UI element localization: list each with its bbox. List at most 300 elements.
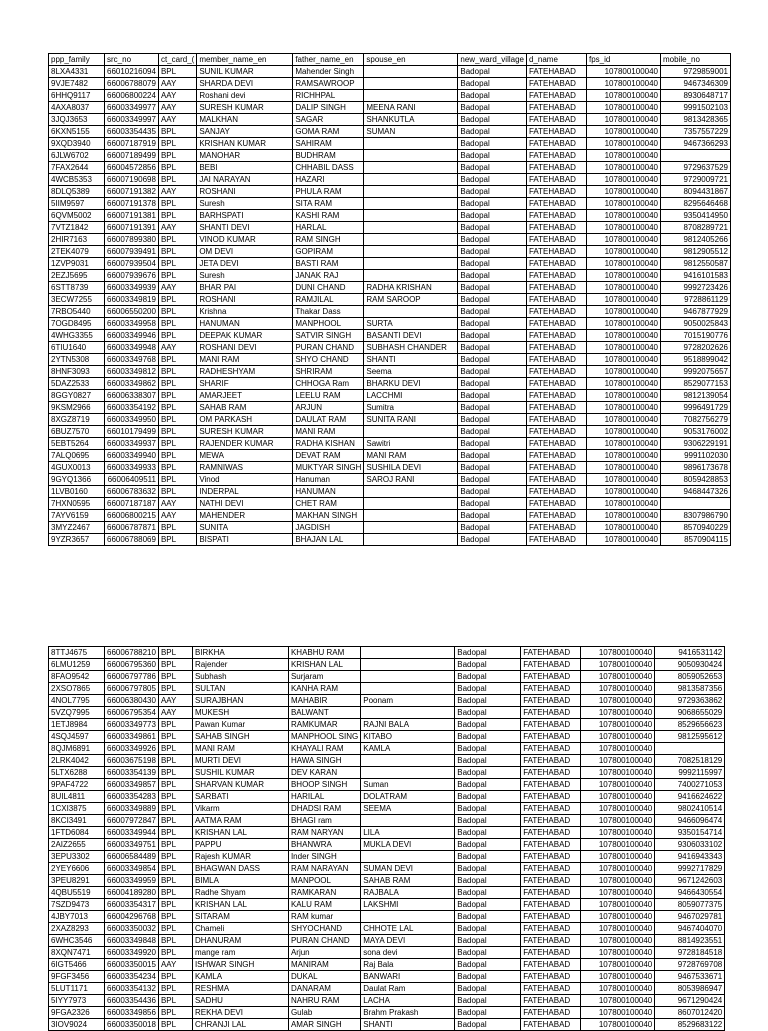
table-cell: BPL <box>158 198 196 210</box>
table-cell: 66007899380 <box>105 234 159 246</box>
table-cell: AAY <box>158 498 196 510</box>
table-cell: RAJBALA <box>361 887 455 899</box>
table-cell: 107800100040 <box>586 90 660 102</box>
table-cell: 9XQD3940 <box>49 138 105 150</box>
table-row <box>49 935 725 947</box>
table-cell: 4JBY7013 <box>49 911 105 923</box>
table-cell: BHOOP SINGH <box>288 779 360 791</box>
table-cell: Badopal <box>455 815 521 827</box>
table-cell: Pawan Kumar <box>192 719 288 731</box>
table-cell <box>364 498 458 510</box>
table-cell: SAROJ RANI <box>364 474 458 486</box>
table-cell: 66003354132 <box>105 983 159 995</box>
table-cell: Badopal <box>458 162 527 174</box>
table-cell: MANI RAM <box>197 354 293 366</box>
table-row <box>49 354 731 366</box>
table-cell: SANJAY <box>197 126 293 138</box>
table-cell: 66006550200 <box>105 306 159 318</box>
table-cell: FATEHABAD <box>521 755 581 767</box>
table-cell: FATEHABAD <box>521 731 581 743</box>
table-cell: 107800100040 <box>586 222 660 234</box>
table-row <box>49 534 731 546</box>
table-cell: sona devi <box>361 947 455 959</box>
table-cell: FATEHABAD <box>526 474 586 486</box>
table-cell: Badopal <box>455 755 521 767</box>
table-cell: 107800100040 <box>586 210 660 222</box>
table-row <box>49 282 731 294</box>
table-cell: 9991102030 <box>660 450 730 462</box>
table-cell: 66003349819 <box>105 294 159 306</box>
table-cell: 9GYQ1366 <box>49 474 105 486</box>
column-header: fps_id <box>586 54 660 66</box>
table-cell: 8053986947 <box>655 983 725 995</box>
table-cell: Badopal <box>458 174 527 186</box>
table-cell: 107800100040 <box>586 414 660 426</box>
table-cell: 7VTZ1842 <box>49 222 105 234</box>
table-row <box>49 318 731 330</box>
table-cell: NATHI DEVI <box>197 498 293 510</box>
table-cell: 66006795360 <box>105 659 159 671</box>
table-cell: LILA <box>361 827 455 839</box>
table-cell: HANUMAN <box>197 318 293 330</box>
table-cell: 107800100040 <box>586 186 660 198</box>
table-cell <box>361 671 455 683</box>
table-cell <box>364 306 458 318</box>
table-cell: MUKTYAR SINGH <box>293 462 364 474</box>
table-row <box>49 222 731 234</box>
table-row <box>49 150 731 162</box>
table-cell: BARHSPATI <box>197 210 293 222</box>
table-cell: BPL <box>158 1007 192 1019</box>
table-cell: Gulab <box>288 1007 360 1019</box>
table-cell: 9991502103 <box>660 102 730 114</box>
table-cell: BPL <box>158 743 192 755</box>
table-cell: 6KXN5155 <box>49 126 105 138</box>
table-cell: SUNITA RANI <box>364 414 458 426</box>
table-cell: 66003349997 <box>105 114 159 126</box>
table-cell: 2XSO7865 <box>49 683 105 695</box>
table-cell: 9728769708 <box>655 959 725 971</box>
table-cell: 9467404070 <box>655 923 725 935</box>
table-cell: DUKAL <box>288 971 360 983</box>
table-row <box>49 755 725 767</box>
table-cell: Rajesh KUMAR <box>192 851 288 863</box>
table-cell: FATEHABAD <box>526 234 586 246</box>
column-header: ppp_family <box>49 54 105 66</box>
table-cell: 6TIU1640 <box>49 342 105 354</box>
table-cell: 9467366293 <box>660 138 730 150</box>
table-cell: FATEHABAD <box>521 719 581 731</box>
table-cell: FATEHABAD <box>521 923 581 935</box>
table-cell: 8XGZ8719 <box>49 414 105 426</box>
table-cell: 66003350018 <box>105 1019 159 1031</box>
table-cell: 66003349768 <box>105 354 159 366</box>
table-cell: MEENA RANI <box>364 102 458 114</box>
table-cell: 107800100040 <box>586 318 660 330</box>
table-cell: HANUMAN <box>293 486 364 498</box>
table-cell: FATEHABAD <box>521 1019 581 1031</box>
table-row <box>49 102 731 114</box>
table-cell: Badopal <box>455 983 521 995</box>
table-cell: SURESH KUMAR <box>197 426 293 438</box>
table-cell: 66010179499 <box>105 426 159 438</box>
table-cell: BPL <box>158 839 192 851</box>
table-cell: 107800100040 <box>581 779 655 791</box>
table-cell: AAY <box>158 695 192 707</box>
table-row <box>49 510 731 522</box>
table-cell: 8529683122 <box>655 1019 725 1031</box>
table-cell: FATEHABAD <box>521 707 581 719</box>
table-cell: CHHOTE LAL <box>361 923 455 935</box>
table-cell: 107800100040 <box>581 887 655 899</box>
table-cell: ISHWAR SINGH <box>192 959 288 971</box>
table-row <box>49 78 731 90</box>
column-header: member_name_en <box>197 54 293 66</box>
table-cell: BPL <box>158 851 192 863</box>
table-cell: SHANTI <box>364 354 458 366</box>
table-cell: 107800100040 <box>581 863 655 875</box>
table-cell: Badopal <box>458 78 527 90</box>
table-cell: ARJUN <box>293 402 364 414</box>
table-cell: Poonam <box>361 695 455 707</box>
table-cell: NAHRU RAM <box>288 995 360 1007</box>
table-cell <box>364 210 458 222</box>
table-cell: 9518899042 <box>660 354 730 366</box>
table-cell: HAZARI <box>293 174 364 186</box>
table-cell: SHYOCHAND <box>288 923 360 935</box>
table-cell: AMAR SINGH <box>288 1019 360 1031</box>
table-cell: BPL <box>158 414 196 426</box>
table-cell: JANAK RAJ <box>293 270 364 282</box>
table-cell: Inder SINGH <box>288 851 360 863</box>
table-cell: 9466430554 <box>655 887 725 899</box>
table-cell: 2AIZ2655 <box>49 839 105 851</box>
table-cell: 7FAX2644 <box>49 162 105 174</box>
table-cell: 9992723426 <box>660 282 730 294</box>
table-cell: Badopal <box>455 779 521 791</box>
table-cell: Badopal <box>455 767 521 779</box>
table-cell: SUSHIL KUMAR <box>192 767 288 779</box>
table-cell: RICHHPAL <box>293 90 364 102</box>
table-cell: CHRANJI LAL <box>192 1019 288 1031</box>
table-cell: 66007191382 <box>105 186 159 198</box>
table-cell: 107800100040 <box>581 995 655 1007</box>
table-cell: JAGDISH <box>293 522 364 534</box>
table-cell: Sawitri <box>364 438 458 450</box>
table-bottom-body <box>49 647 725 1031</box>
table-cell: 2EZJ5695 <box>49 270 105 282</box>
table-cell: 9812139054 <box>660 390 730 402</box>
table-cell: 66003349848 <box>105 935 159 947</box>
table-cell: 107800100040 <box>586 378 660 390</box>
table-cell: 107800100040 <box>586 294 660 306</box>
table-cell: 107800100040 <box>586 402 660 414</box>
table-cell: Badopal <box>455 803 521 815</box>
table-cell: Mahender Singh <box>293 66 364 78</box>
table-cell: Thakar Dass <box>293 306 364 318</box>
table-cell: 9467029781 <box>655 911 725 923</box>
table-cell: 8HNF3093 <box>49 366 105 378</box>
table-cell: FATEHABAD <box>521 899 581 911</box>
table-cell: RAM SINGH <box>293 234 364 246</box>
table-row <box>49 719 725 731</box>
table-cell: AAY <box>158 510 196 522</box>
table-cell: KANHA RAM <box>288 683 360 695</box>
table-cell: KRISHAN LAL <box>192 827 288 839</box>
table-cell: 107800100040 <box>586 522 660 534</box>
table-cell: Badopal <box>458 486 527 498</box>
table-row <box>49 234 731 246</box>
table-cell: FATEHABAD <box>526 282 586 294</box>
table-cell: 107800100040 <box>586 66 660 78</box>
table-cell: FATEHABAD <box>526 102 586 114</box>
table-cell: 107800100040 <box>586 498 660 510</box>
table-cell: 66004572856 <box>105 162 159 174</box>
table-cell: 8UIL4811 <box>49 791 105 803</box>
table-cell: 107800100040 <box>586 438 660 450</box>
table-row <box>49 294 731 306</box>
table-cell: Suman <box>361 779 455 791</box>
table-cell: SUMAN <box>364 126 458 138</box>
table-cell: 66003354317 <box>105 899 159 911</box>
table-cell: SUBHASH CHANDER <box>364 342 458 354</box>
table-cell: MAHENDER <box>197 510 293 522</box>
table-cell: BPL <box>158 306 196 318</box>
table-cell: 5IYY7973 <box>49 995 105 1007</box>
table-cell: Roshani devi <box>197 90 293 102</box>
table-cell: Badopal <box>458 234 527 246</box>
table-row <box>49 210 731 222</box>
table-cell: 9050025843 <box>660 318 730 330</box>
table-cell: Badopal <box>455 743 521 755</box>
table-row <box>49 402 731 414</box>
table-cell: 9671242603 <box>655 875 725 887</box>
table-cell: 8XQN7471 <box>49 947 105 959</box>
table-cell: Badopal <box>458 198 527 210</box>
table-cell: 66003349773 <box>105 719 159 731</box>
table-row <box>49 498 731 510</box>
table-cell: Badopal <box>455 851 521 863</box>
table-row <box>49 911 725 923</box>
table-cell: 9PAF4722 <box>49 779 105 791</box>
table-cell: 66007939491 <box>105 246 159 258</box>
table-cell: FATEHABAD <box>526 138 586 150</box>
table-cell: AAY <box>158 186 196 198</box>
table-cell: BPL <box>158 162 196 174</box>
table-cell: 66003349950 <box>105 414 159 426</box>
table-cell: BPL <box>158 827 192 839</box>
ration-table-top <box>48 53 731 546</box>
table-cell: 9992717829 <box>655 863 725 875</box>
table-cell: 66003349937 <box>105 438 159 450</box>
table-cell: 107800100040 <box>586 174 660 186</box>
table-cell: 1LVB0160 <box>49 486 105 498</box>
table-cell: 6JLW6702 <box>49 150 105 162</box>
table-cell: Subhash <box>192 671 288 683</box>
table-cell: FATEHABAD <box>521 887 581 899</box>
table-cell: PURAN CHAND <box>288 935 360 947</box>
table-row <box>49 887 725 899</box>
table-cell: SAHIRAM <box>293 138 364 150</box>
table-cell: 107800100040 <box>586 342 660 354</box>
table-cell: Krishna <box>197 306 293 318</box>
table-cell: 9728861129 <box>660 294 730 306</box>
table-cell: 9306033102 <box>655 839 725 851</box>
table-cell: 5LTX6288 <box>49 767 105 779</box>
table-cell: BPL <box>158 474 196 486</box>
table-cell: 66003349812 <box>105 366 159 378</box>
table-cell: RADHA KISHAN <box>293 438 364 450</box>
table-cell: BPL <box>158 258 196 270</box>
table-cell: 9728202626 <box>660 342 730 354</box>
table-cell: FATEHABAD <box>526 186 586 198</box>
table-cell: BPL <box>158 779 192 791</box>
table-cell: KHAYALI RAM <box>288 743 360 755</box>
column-header: father_name_en <box>293 54 364 66</box>
table-cell: FATEHABAD <box>521 971 581 983</box>
table-cell: BHAJAN LAL <box>293 534 364 546</box>
table-cell: 8DLQ5389 <box>49 186 105 198</box>
table-cell: 6IGT5466 <box>49 959 105 971</box>
table-cell: 9992075657 <box>660 366 730 378</box>
table-cell: BPL <box>158 270 196 282</box>
table-cell: AAY <box>158 114 196 126</box>
table-cell: Badopal <box>455 899 521 911</box>
table-cell: BPL <box>158 911 192 923</box>
table-row <box>49 198 731 210</box>
table-cell: 9FGF3456 <box>49 971 105 983</box>
table-cell: 107800100040 <box>581 827 655 839</box>
table-row <box>49 923 725 935</box>
table-cell <box>364 534 458 546</box>
table-cell: RAMNIWAS <box>197 462 293 474</box>
table-cell: 66003349939 <box>105 282 159 294</box>
table-cell: Badopal <box>455 707 521 719</box>
table-cell: Badopal <box>458 258 527 270</box>
table-cell: 7357557229 <box>660 126 730 138</box>
table-cell: Badopal <box>455 875 521 887</box>
table-cell: BPL <box>158 731 192 743</box>
table-cell: 8GGY0827 <box>49 390 105 402</box>
table-cell: SHARIF <box>197 378 293 390</box>
table-row <box>49 947 725 959</box>
table-cell: FATEHABAD <box>526 162 586 174</box>
table-cell <box>364 270 458 282</box>
table-cell: 6BUZ7570 <box>49 426 105 438</box>
table-cell: FATEHABAD <box>521 875 581 887</box>
table-cell: 2TEK4079 <box>49 246 105 258</box>
table-row <box>49 827 725 839</box>
table-cell: 2LRK4042 <box>49 755 105 767</box>
table-cell: 7OGD8495 <box>49 318 105 330</box>
table-cell: FATEHABAD <box>521 791 581 803</box>
table-cell: Badopal <box>458 450 527 462</box>
table-cell: 4SQJ4597 <box>49 731 105 743</box>
table-row <box>49 803 725 815</box>
table-cell: FATEHABAD <box>521 803 581 815</box>
table-row <box>49 438 731 450</box>
table-cell: 9729363862 <box>655 695 725 707</box>
table-cell: 66007939504 <box>105 258 159 270</box>
table-cell: Surjaram <box>288 671 360 683</box>
table-cell: 66004296768 <box>105 911 159 923</box>
table-cell: 8307986790 <box>660 510 730 522</box>
table-cell: 107800100040 <box>581 767 655 779</box>
table-cell: 66003349857 <box>105 779 159 791</box>
table-cell: 9350154714 <box>655 827 725 839</box>
table-row <box>49 659 725 671</box>
table-cell: MAKHAN SINGH <box>293 510 364 522</box>
table-cell: REKHA DEVI <box>192 1007 288 1019</box>
table-cell: MANPHOOL <box>293 318 364 330</box>
table-row <box>49 671 725 683</box>
table-cell <box>361 659 455 671</box>
table-cell: Badopal <box>458 498 527 510</box>
table-cell: 1ZVP9031 <box>49 258 105 270</box>
table-cell: Badopal <box>455 791 521 803</box>
table-cell: Badopal <box>458 102 527 114</box>
table-cell: 66003350015 <box>105 959 159 971</box>
table-cell: 107800100040 <box>581 947 655 959</box>
table-cell: AAY <box>158 78 196 90</box>
table-cell: 8TTJ4675 <box>49 647 105 659</box>
table-cell: 3MYZ2467 <box>49 522 105 534</box>
table-cell: 66003349958 <box>105 318 159 330</box>
table-cell: Badopal <box>458 414 527 426</box>
table-cell: ROSHANI <box>197 294 293 306</box>
table-cell: SAHAB RAM <box>361 875 455 887</box>
table-cell: FATEHABAD <box>526 174 586 186</box>
table-cell: 9466096474 <box>655 815 725 827</box>
table-cell: PURAN CHAND <box>293 342 364 354</box>
table-cell: DHANURAM <box>192 935 288 947</box>
table-cell: 107800100040 <box>581 923 655 935</box>
table-cell: Badopal <box>458 354 527 366</box>
table-cell: 8295646468 <box>660 198 730 210</box>
table-row <box>49 731 725 743</box>
table-cell: 66006795354 <box>105 707 159 719</box>
table-cell: 107800100040 <box>586 306 660 318</box>
table-cell: PHULA RAM <box>293 186 364 198</box>
table-cell: FATEHABAD <box>526 414 586 426</box>
table-cell: 66003349751 <box>105 839 159 851</box>
table-row <box>49 995 725 1007</box>
table-cell: BPL <box>158 875 192 887</box>
table-cell: 66003349862 <box>105 378 159 390</box>
table-cell: Badopal <box>455 911 521 923</box>
table-cell: 66003349946 <box>105 330 159 342</box>
table-row <box>49 647 725 659</box>
table-cell: 107800100040 <box>581 755 655 767</box>
table-cell: MALKHAN <box>197 114 293 126</box>
table-cell <box>361 755 455 767</box>
table-cell: 66006797786 <box>105 671 159 683</box>
table-cell: 107800100040 <box>581 959 655 971</box>
table-row <box>49 330 731 342</box>
table-cell: MANPOOL <box>288 875 360 887</box>
table-cell: 5IIM9597 <box>49 198 105 210</box>
table-cell: Badopal <box>455 971 521 983</box>
table-cell: BPL <box>158 971 192 983</box>
table-cell: BANWARI <box>361 971 455 983</box>
table-cell: BPL <box>158 66 196 78</box>
table-cell: BPL <box>158 462 196 474</box>
table-cell: SUMAN DEVI <box>361 863 455 875</box>
table-cell <box>361 767 455 779</box>
table-cell: RAMKARAN <box>288 887 360 899</box>
table-cell: 66006380430 <box>105 695 159 707</box>
table-cell: 107800100040 <box>586 486 660 498</box>
